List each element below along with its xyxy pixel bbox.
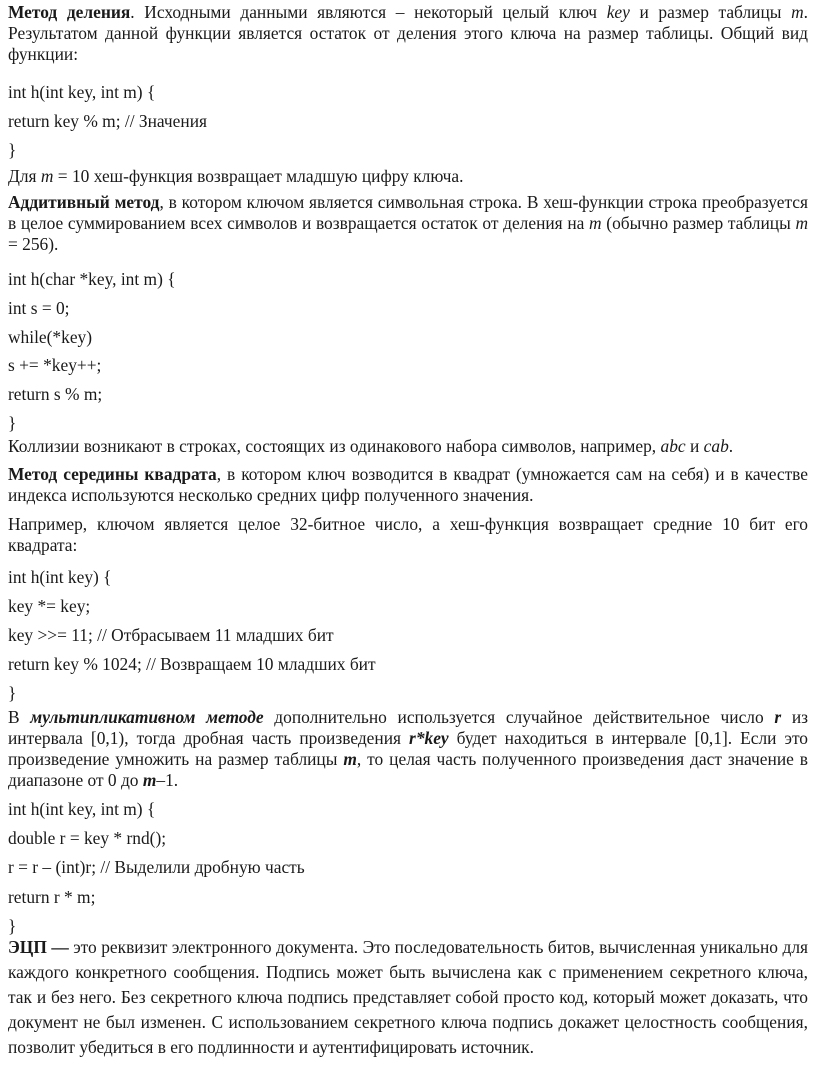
text: , в котором ключом является символьная строка. В хеш-функции строка преобразуется в целое суммированием всех символов и возвращается остаток от деления на	[8, 192, 809, 233]
paragraph-collisions	[8, 436, 808, 457]
text: будет находиться в интервале [0,1]. Если это произведение умножить на размер таблицы	[8, 728, 809, 769]
paragraph-multiplicative-method	[8, 707, 808, 791]
code-line: int h(int key, int m) {	[8, 799, 156, 819]
var-m: m	[791, 2, 804, 22]
code-line: int s = 0;	[8, 297, 70, 318]
code-line: return s % m;	[8, 384, 103, 405]
text: . Результатом данной функции является остаток от деления этого ключа на размер таблицы. Общий вид функции:	[8, 2, 809, 64]
var-m: m	[343, 749, 357, 769]
code-line: return key % 1024; // Возвращаем 10 младших бит	[8, 654, 376, 674]
term-division-method: Метод деления	[8, 2, 131, 22]
text: из интервала [0,1), тогда дробная часть произведения	[8, 707, 808, 748]
text: –1.	[156, 770, 179, 790]
code-line: int h(int key, int m) {	[8, 82, 156, 102]
text: .	[728, 436, 734, 456]
code-block-mid-square	[8, 563, 808, 708]
text: дополнительно используется случайное действительное число	[263, 707, 775, 727]
var-r: r	[774, 707, 782, 727]
code-line: int h(char *key, int m) {	[8, 269, 176, 289]
var-key: key	[606, 2, 630, 22]
var-m: m	[795, 213, 808, 233]
code-block-additive	[8, 265, 808, 438]
text: и	[685, 436, 704, 456]
paragraph-division-method	[8, 2, 808, 65]
text: , в котором ключ возводится в квадрат (умножается сам на себя) и в качестве индекса используются несколько средних цифр полученного значения.	[8, 464, 808, 505]
code-line: key *= key;	[8, 596, 91, 616]
text: , то целая часть полученного произведения даст значение в диапазоне от 0 до	[8, 749, 808, 790]
code-line: return key % m; // Значения	[8, 111, 207, 131]
paragraph-example-32bit	[8, 514, 808, 556]
var-m: m	[40, 166, 54, 186]
term-multiplicative-method: мультипликативном методе	[30, 707, 264, 727]
code-line: return r * m;	[8, 886, 96, 907]
code-line: double r = key * rnd();	[8, 828, 167, 849]
var-m: m	[589, 213, 602, 233]
text: Для	[8, 166, 41, 186]
paragraph-additive-method	[8, 192, 808, 255]
paragraph-last-digit	[8, 166, 808, 187]
code-line: }	[8, 683, 17, 703]
term-mid-square-method: Метод середины квадрата	[8, 464, 217, 484]
text: Например, ключом является целое 32-битное число, а хеш-функция возвращает средние 10 бит его квадрата:	[8, 514, 808, 555]
text: . Исходными данными являются – некоторый целый ключ	[130, 2, 607, 22]
text: Коллизии возникают в строках, состоящих из одинакового набора символов, например,	[8, 436, 661, 456]
code-line: key >>= 11; // Отбрасываем 11 младших бит	[8, 625, 334, 645]
expr-r-key: r*key	[409, 728, 449, 748]
text: В	[8, 707, 31, 727]
text: (обычно размер таблицы	[601, 213, 796, 233]
code-line: }	[8, 140, 17, 160]
text: = 10 хеш-функция возвращает младшую цифру ключа.	[53, 166, 464, 186]
text: = 256).	[8, 234, 59, 254]
example-abc: abc	[660, 436, 686, 456]
code-block-multiplicative	[8, 795, 808, 941]
code-line: int h(int key) {	[8, 567, 112, 587]
text: это реквизит электронного документа. Это последовательность битов, вычисленная уникально для каждого конкретного сообщения. Подпись может быть вычислена как с применением секретного ключа, так и без него. Без секретного ключа подпись представляет собой просто код, который может доказать, что документ не был изменен. С использованием секретного ключа подпись докажет целостность сообщения, позволит убедиться в его подлинности и аутентифицировать источник.	[8, 937, 808, 1057]
example-cab: cab	[703, 436, 729, 456]
code-block-division	[8, 78, 808, 165]
code-line: }	[8, 915, 17, 936]
code-line: s += *key++;	[8, 355, 102, 376]
term-additive-method: Аддитивный метод	[8, 192, 160, 212]
term-digital-signature: ЭЦП —	[8, 937, 69, 957]
var-m: m	[142, 770, 157, 790]
paragraph-digital-signature	[8, 935, 808, 1060]
code-line: r = r – (int)r; // Выделили дробную часть	[8, 857, 305, 878]
paragraph-mid-square-method	[8, 464, 808, 506]
code-line: }	[8, 412, 17, 433]
text: и размер таблицы	[629, 2, 792, 22]
code-line: while(*key)	[8, 326, 93, 347]
